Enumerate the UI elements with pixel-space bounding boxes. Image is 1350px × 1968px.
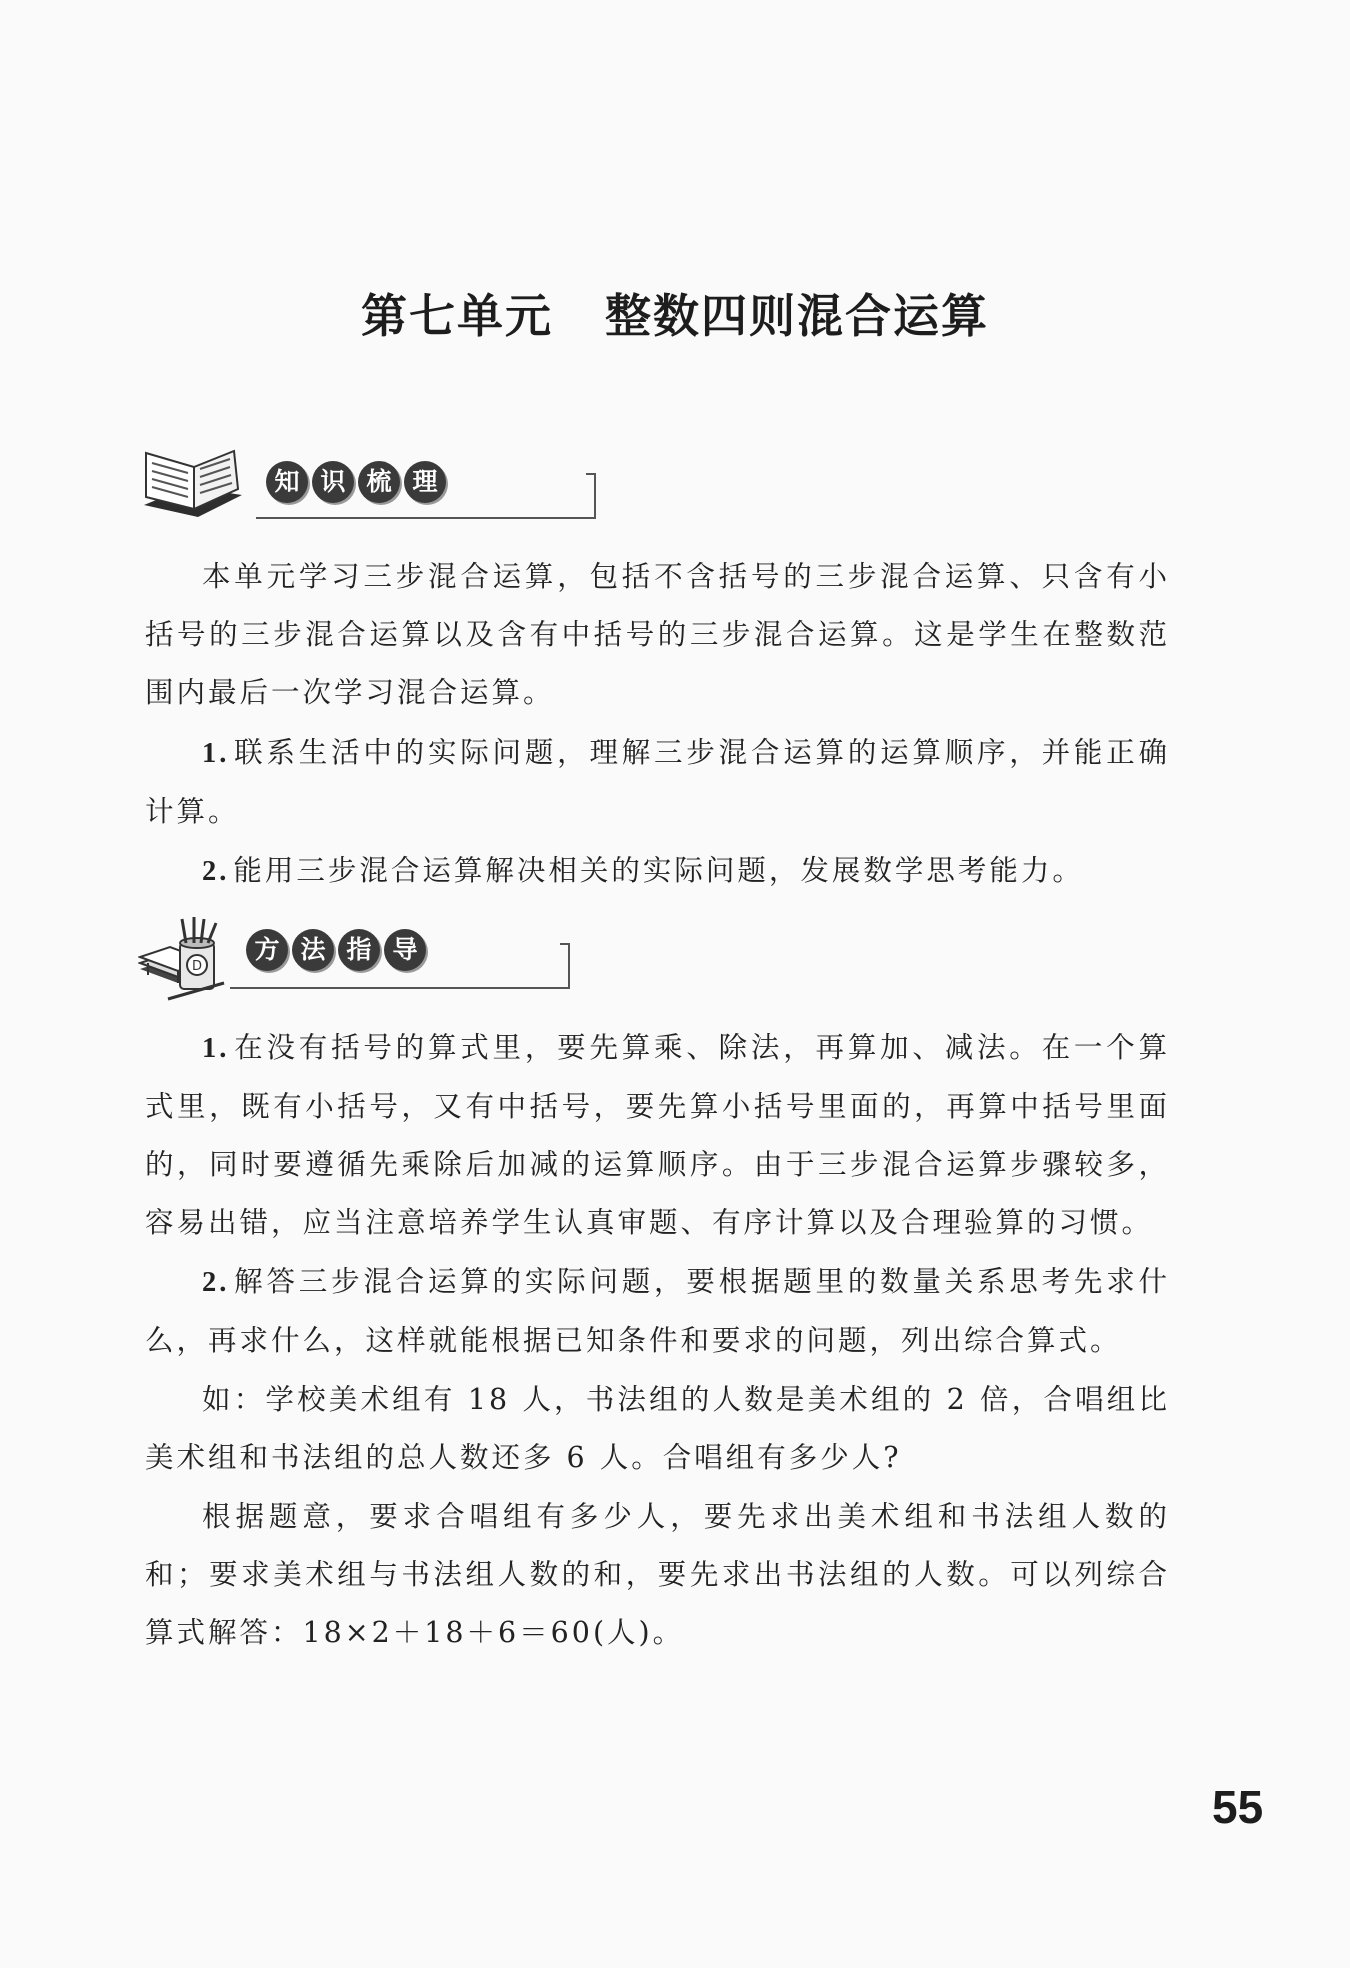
pencil-cup-icon [138,915,238,1005]
page-number: 55 [1212,1781,1264,1833]
badge-char: 法 [292,929,334,971]
knowledge-item-2: 2. 能用三步混合运算解决相关的实际问题，发展数学思考能力。 [202,854,1084,887]
svg-text:D: D [191,959,203,974]
method-example: 如：学校美术组有 18 人，书法组的人数是美术组的 2 倍，合唱组比美术组和书法组的总人数还多 6 人。合唱组有多少人? [145,1383,1170,1474]
knowledge-intro: 本单元学习三步混合运算，包括不含括号的三步混合运算、只含有小括号的三步混合运算以及含有中括号的三步混合运算。这是学生在整数范围内最后一次学习混合运算。 [145,560,1170,709]
unit-label: 第七单元 [361,289,553,343]
badge-char: 导 [384,929,426,971]
badge-char: 梳 [358,461,400,503]
badge-char: 识 [312,461,354,503]
knowledge-badges [266,461,446,503]
badge-char: 指 [338,929,380,971]
unit-topic: 整数四则混合运算 [605,289,989,343]
unit-title [0,280,1350,346]
knowledge-section-header [138,445,468,535]
badge-char: 知 [266,461,308,503]
method-item-2: 2. 解答三步混合运算的实际问题，要根据题里的数量关系思考先求什么，再求什么，这样就能根据已知条件和要求的问题，列出综合算式。 [145,1265,1170,1357]
knowledge-item-1: 1. 联系生活中的实际问题，理解三步混合运算的运算顺序，并能正确计算。 [145,736,1170,828]
badge-char: 理 [404,461,446,503]
badge-char: 方 [246,929,288,971]
method-section-header [138,915,448,1005]
method-item-1: 1. 在没有括号的算式里，要先算乘、除法，再算加、减法。在一个算式里，既有小括号，又有中括号，要先算小括号里面的，再算中括号里面的，同时要遵循先乘除后加减的运算顺序。由于三步混合运算步骤较多，容易出错，应当注意培养学生认真审题、有序计算以及合理验算的习惯。 [145,1031,1170,1239]
method-badges [246,929,426,971]
open-book-icon [138,445,248,527]
method-analysis: 根据题意，要求合唱组有多少人，要先求出美术组和书法组人数的和；要求美术组与书法组人数的和，要先求出书法组的人数。可以列综合算式解答：18×2＋18＋6＝60(人)。 [145,1500,1170,1649]
